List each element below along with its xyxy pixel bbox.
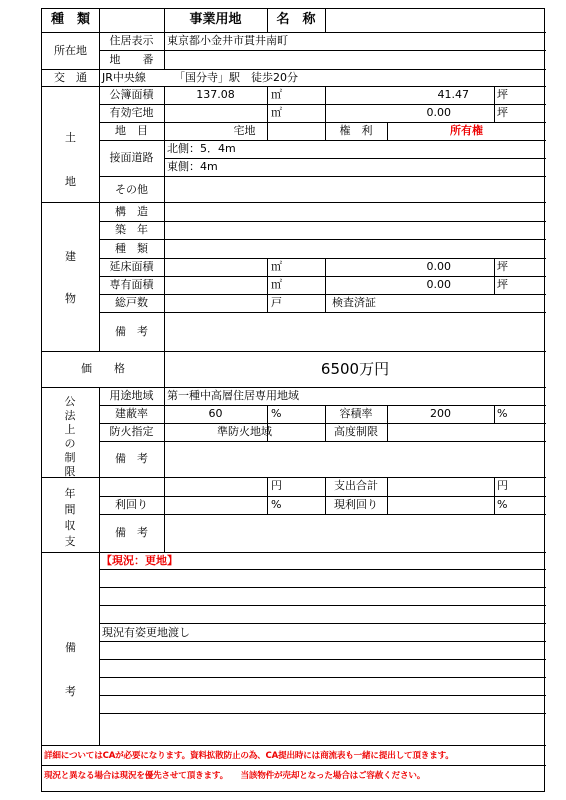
col-rule (267, 258, 268, 312)
col-rule (325, 9, 326, 32)
unit-pct: % (497, 498, 508, 511)
col-rule (494, 258, 495, 294)
row-rule (99, 258, 546, 259)
row-rule (42, 69, 546, 70)
unit-pct: % (497, 407, 508, 420)
row-rule (99, 312, 546, 313)
row-rule (99, 605, 546, 606)
restrictions-label-3: 上 (64, 423, 76, 436)
col-rule (494, 405, 495, 423)
row-rule (42, 32, 546, 33)
nobeyuka-label: 延床面積 (109, 260, 154, 273)
row-rule (99, 514, 546, 515)
meisho-label: 名 称 (276, 12, 316, 27)
footer-line-1: 詳細についてはCAが必要になります。資料拡散防止の為、CA提出時には商流表も一緒に提出して頂きます。 (44, 751, 454, 761)
unit-tsubo: 坪 (497, 88, 508, 101)
land-label-1: 土 (65, 131, 76, 144)
remarks-line: 現況有姿更地渡し (102, 626, 190, 639)
transport-label: 交 通 (54, 71, 87, 84)
shurui-label: 種 類 (115, 242, 148, 255)
koubo-m2: 137.08 (196, 88, 235, 101)
building-label-2: 物 (65, 292, 76, 305)
youseki-label: 容積率 (339, 407, 373, 420)
row-rule (99, 623, 546, 624)
row-rule (99, 569, 546, 570)
row-rule (99, 587, 546, 588)
row-rule (99, 713, 546, 714)
kenri-value: 所有権 (450, 124, 483, 137)
other-label: その他 (115, 183, 148, 196)
yuko-tsubo: 0.00 (426, 106, 451, 119)
kodo-label: 高度制限 (334, 425, 378, 438)
remarks-label-1: 備 (65, 641, 76, 654)
row-rule (99, 276, 546, 277)
soko-label: 総戸数 (115, 296, 148, 309)
income-biko-label: 備 考 (115, 526, 148, 539)
youto-label: 用途地域 (109, 389, 154, 402)
col-rule (387, 477, 388, 514)
genri-label: 現利回り (334, 498, 378, 511)
kouzou-label: 構 造 (115, 205, 148, 218)
row-rule (99, 140, 546, 141)
row-rule (99, 695, 546, 696)
remarks-label-2: 考 (65, 685, 76, 698)
location-label: 所在地 (54, 44, 87, 57)
unit-ko: 戸 (271, 296, 282, 309)
unit-m2: ㎡ (271, 88, 282, 101)
unit-tsubo: 坪 (497, 106, 508, 119)
row-rule (99, 496, 546, 497)
footer-line-2: 現況と異なる場合は現況を優先させて頂きます。 当該物件が売却となった場合はご容赦ください。 (44, 771, 426, 781)
row-rule (42, 351, 546, 352)
shubetsu-value: 事業用地 (189, 12, 242, 27)
row-rule (99, 677, 546, 678)
row-rule (99, 441, 546, 442)
row-rule (99, 423, 546, 424)
row-rule (42, 477, 546, 478)
restrictions-label-6: 限 (64, 465, 76, 478)
koubo-label: 公簿面積 (109, 88, 154, 101)
unit-tsubo: 坪 (497, 260, 508, 273)
col-rule (99, 387, 100, 745)
jukyo-label: 住居表示 (109, 34, 154, 47)
unit-m2: ㎡ (271, 260, 282, 273)
col-rule (164, 32, 165, 69)
price-label: 価 格 (81, 362, 125, 375)
income-label-1: 年 (64, 487, 76, 500)
row-rule (99, 294, 546, 295)
bouka-label: 防火指定 (109, 425, 154, 438)
yuko-label: 有効宅地 (109, 106, 154, 119)
income-label-4: 支 (64, 535, 76, 548)
unit-pct: % (271, 498, 282, 511)
land-label-2: 地 (65, 175, 76, 188)
senyu-label: 専有面積 (109, 278, 154, 291)
transport-line: JR中央線 (102, 71, 146, 84)
unit-yen: 円 (497, 479, 508, 492)
building-biko-label: 備 考 (115, 325, 148, 338)
kenpei-label: 建蔽率 (115, 407, 148, 420)
col-rule (267, 477, 268, 514)
income-label-3: 収 (64, 519, 76, 532)
chimoku-value: 宅地 (233, 124, 256, 137)
price-value: 6500万円 (320, 360, 390, 378)
unit-m2: ㎡ (271, 278, 282, 291)
restrictions-biko-label: 備 考 (115, 452, 148, 465)
youseki-value: 200 (430, 407, 451, 420)
row-rule (42, 552, 546, 553)
row-rule (99, 104, 546, 105)
shishutsu-label: 支出合計 (334, 479, 378, 492)
senyu-tsubo: 0.00 (426, 278, 451, 291)
row-rule (42, 202, 546, 203)
jukyo-value: 東京都小金井市貫井南町 (167, 34, 288, 47)
row-rule (99, 50, 546, 51)
koubo-tsubo: 41.47 (437, 88, 469, 101)
youto-value: 第一種中高層住居専用地域 (167, 389, 299, 402)
road-label: 接面道路 (109, 151, 154, 164)
row-rule (99, 176, 546, 177)
income-label-2: 間 (64, 503, 76, 516)
property-sheet (41, 8, 545, 792)
transport-station: 「国分寺」駅 徒歩20分 (174, 71, 298, 84)
col-rule (494, 86, 495, 122)
row-rule (164, 158, 546, 159)
kensa-label: 検査済証 (332, 296, 376, 309)
road-north: 北側：5．4m (167, 142, 236, 155)
unit-yen: 円 (271, 479, 282, 492)
unit-m2: ㎡ (271, 106, 282, 119)
restrictions-label-4: の (64, 437, 76, 450)
unit-tsubo: 坪 (497, 278, 508, 291)
chiban-label: 地 番 (109, 53, 154, 66)
nobeyuka-tsubo: 0.00 (426, 260, 451, 273)
row-rule (42, 387, 546, 388)
remarks-status: 【現況：更地】 (101, 554, 178, 567)
row-rule (99, 221, 546, 222)
bouka-value: 準防火地域 (217, 425, 272, 438)
unit-pct: % (271, 407, 282, 420)
restrictions-label-2: 法 (64, 409, 76, 422)
row-rule (42, 765, 546, 766)
row-rule (99, 122, 546, 123)
row-rule (42, 745, 546, 746)
building-label-1: 建 (65, 250, 76, 263)
road-east: 東側：4m (167, 160, 218, 173)
col-rule (494, 477, 495, 514)
kenri-label: 権 利 (339, 124, 373, 137)
row-rule (99, 405, 546, 406)
row-rule (99, 239, 546, 240)
chimoku-label: 地 目 (115, 124, 148, 137)
kenpei-value: 60 (208, 407, 223, 420)
chikunen-label: 築 年 (115, 223, 148, 236)
rimawari-label: 利回り (115, 498, 148, 511)
row-rule (42, 86, 546, 87)
row-rule (99, 659, 546, 660)
row-rule (99, 641, 546, 642)
restrictions-label-5: 制 (64, 451, 76, 464)
restrictions-label-1: 公 (64, 395, 76, 408)
shubetsu-label: 種 類 (50, 12, 90, 27)
